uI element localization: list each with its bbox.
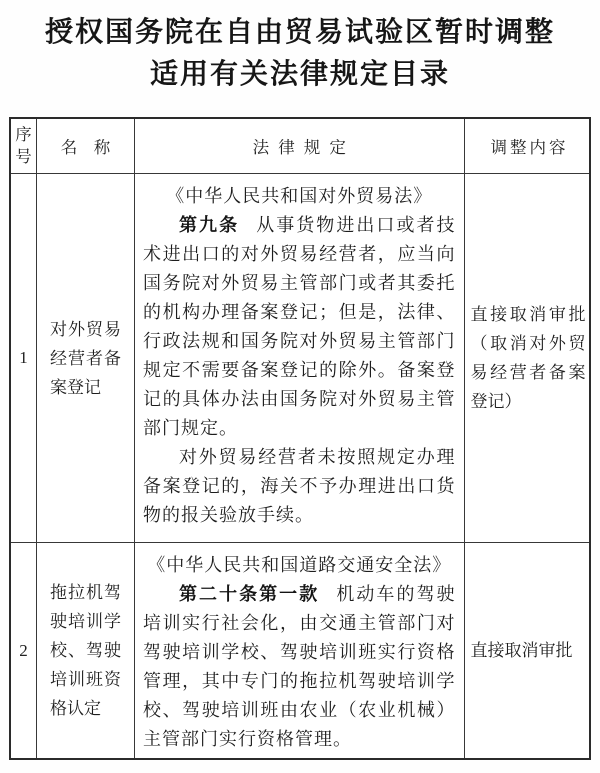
page-title-line-1: 授权国务院在自由贸易试验区暂时调整 bbox=[44, 17, 555, 48]
seq-number: 2 bbox=[19, 640, 28, 660]
law-article-lead: 第九条 bbox=[179, 215, 240, 235]
item-name: 拖拉机驾驶培训学校、驾驶培训班资格认定 bbox=[50, 583, 121, 718]
law-title: 《中华人民共和国道路交通安全法》 bbox=[147, 555, 452, 575]
seq-cell bbox=[11, 174, 37, 542]
law-paragraph bbox=[143, 211, 456, 443]
item-name: 对外贸易经营者备案登记 bbox=[50, 319, 121, 397]
adjust-cell bbox=[465, 174, 592, 542]
catalog-table bbox=[9, 117, 591, 760]
law-article-lead: 第二十条第一款 bbox=[179, 584, 320, 604]
adjust-cell bbox=[465, 543, 592, 758]
table-row-2 bbox=[11, 542, 589, 758]
adjust-content: 直接取消审批 bbox=[470, 641, 573, 660]
law-paragraph bbox=[143, 580, 456, 754]
law-title: 《中华人民共和国对外贸易法》 bbox=[166, 186, 433, 206]
seq-number: 1 bbox=[19, 348, 28, 367]
legal-cell bbox=[135, 543, 465, 758]
table-header-row bbox=[11, 119, 589, 173]
table-row-1 bbox=[11, 173, 589, 542]
header-cell-adjust bbox=[465, 119, 592, 173]
header-label-legal: 法律规定 bbox=[252, 139, 355, 157]
seq-cell bbox=[11, 543, 37, 758]
page-title bbox=[0, 0, 600, 96]
page-title-line-2: 适用有关法律规定目录 bbox=[149, 59, 450, 90]
header-cell-name bbox=[37, 119, 135, 173]
law-paragraph bbox=[143, 443, 456, 530]
legal-cell bbox=[135, 174, 465, 542]
header-cell-legal bbox=[135, 119, 465, 173]
adjust-content: 直接取消审批（取消对外贸易经营者备案登记） bbox=[470, 305, 586, 411]
name-cell bbox=[37, 543, 135, 758]
header-label-adjust: 调整内容 bbox=[490, 139, 569, 157]
law-paragraph-text: 从事货物进出口或者技术进出口的对外贸易经营者，应当向国务院对外贸易主管部门或者其委托的机构办理备案登记；但是，法律、行政法规和国务院对外贸易主管部门规定不需要备案登记的除外。备案登记的具体办法由国务院对外贸易主管部门规定。 bbox=[143, 215, 456, 438]
header-label-seq: 序号 bbox=[15, 126, 32, 166]
law-paragraph-text: 对外贸易经营者未按照规定办理备案登记的，海关不予办理进出口货物的报关验放手续。 bbox=[143, 447, 456, 525]
header-cell-seq bbox=[11, 119, 37, 173]
law-paragraph-text: 机动车的驾驶培训实行社会化，由交通主管部门对驾驶培训学校、驾驶培训班实行资格管理，其中专门的拖拉机驾驶培训学校、驾驶培训班由农业（农业机械）主管部门实行资格管理。 bbox=[143, 584, 456, 749]
header-label-name: 名称 bbox=[60, 139, 127, 157]
name-cell bbox=[37, 174, 135, 542]
